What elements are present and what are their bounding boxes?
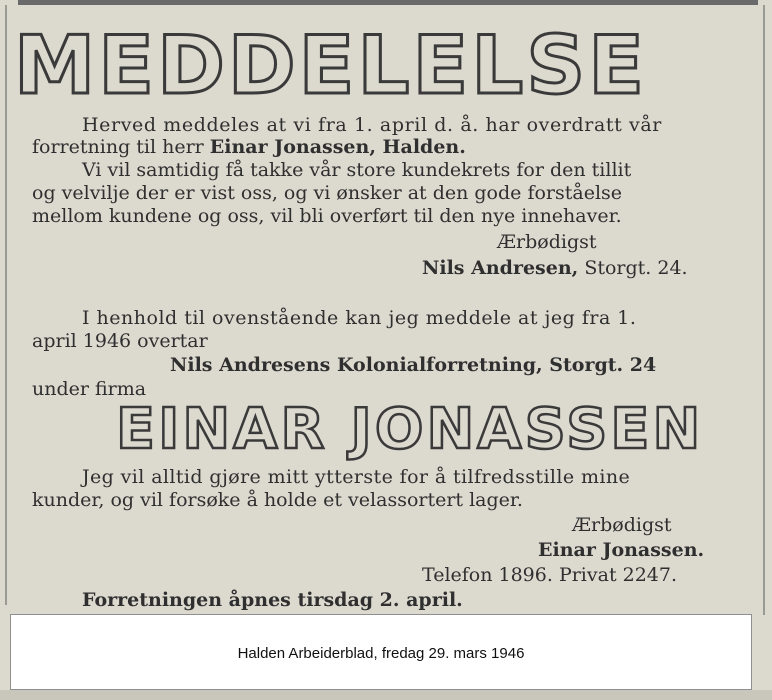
p1-line3: Vi vil samtidig få takke vår store kundekrets for den tillit — [82, 159, 632, 181]
p1-line2-name: Einar Jonassen, Halden. — [209, 136, 466, 158]
company-name: EINAR JONASSEN — [116, 397, 704, 462]
p2-line2: april 1946 overtar — [32, 330, 208, 352]
right-border — [763, 5, 765, 615]
p3-line2: kunder, og vil forsøke å holde et velassortert lager. — [32, 489, 523, 511]
p1-signature — [422, 256, 688, 280]
p3-line1: Jeg vil alltid gjøre mitt ytterste for å tilfredsstille mine — [82, 466, 631, 488]
caption: Halden Arbeiderblad, fredag 29. mars 1946 — [237, 645, 525, 662]
p1-line5: mellom kundene og oss, vil bli overført til den nye innehaver. — [32, 205, 622, 227]
p1-line1: Herved meddeles at vi fra 1. april d. å. har overdratt vår — [82, 114, 662, 136]
bottom-strip — [0, 690, 772, 700]
left-border — [5, 5, 7, 605]
top-rule — [18, 0, 758, 5]
p1-signature-address: Storgt. 24. — [584, 257, 688, 279]
p3-signature: Einar Jonassen. — [538, 539, 705, 561]
p1-signature-name: Nils Andresen, — [422, 257, 579, 279]
p1-line2 — [32, 135, 466, 159]
p3-closing: Ærbødigst — [572, 514, 672, 536]
headline: MEDDELELSE — [14, 19, 648, 112]
p1-closing: Ærbødigst — [497, 231, 597, 253]
p2-business: Nils Andresens Kolonialforretning, Storgt. 24 — [170, 354, 657, 376]
caption-box — [10, 614, 752, 690]
p2-line1: I henhold til ovenstående kan jeg meddele at jeg fra 1. — [82, 307, 637, 329]
p3-opening: Forretningen åpnes tirsdag 2. april. — [82, 589, 463, 611]
p2-line4: under firma — [32, 378, 147, 400]
p3-phone: Telefon 1896. Privat 2247. — [422, 564, 678, 586]
p1-line2-prefix: forretning til herr — [32, 136, 210, 158]
p1-line4: og velvilje der er vist oss, og vi ønsker at den gode forståelse — [32, 182, 623, 204]
